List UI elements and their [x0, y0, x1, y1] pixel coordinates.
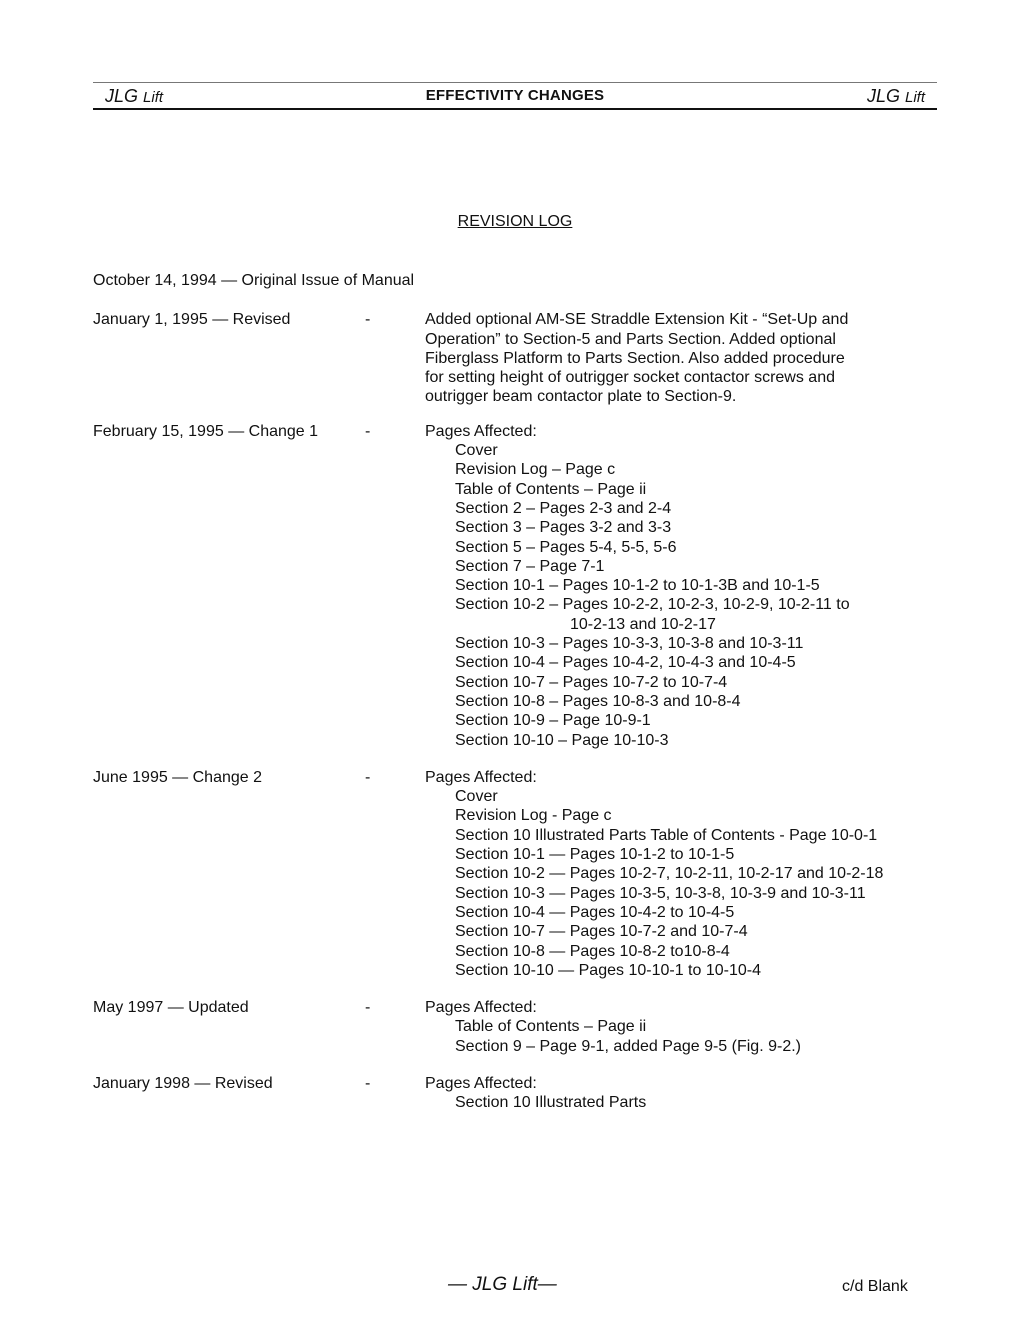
revision-details — [425, 422, 953, 750]
affected-page-item: Section 10-2 — Pages 10-2-7, 10-2-11, 10-2-17 and 10-2-18 — [455, 865, 884, 883]
revision-separator: - — [365, 422, 371, 440]
affected-page-item: Revision Log – Page c — [455, 461, 616, 479]
revision-details — [425, 768, 953, 980]
affected-page-item: Section 10-2 – Pages 10-2-2, 10-2-3, 10-2-9, 10-2-11 to — [455, 596, 850, 614]
revision-date: January 1, 1995 — Revised — [93, 311, 291, 329]
affected-page-item: Section 10-3 – Pages 10-3-3, 10-3-8 and 10-3-11 — [455, 635, 804, 653]
revision-separator: - — [365, 1074, 371, 1092]
affected-page-item: Section 10-8 – Pages 10-8-3 and 10-8-4 — [455, 692, 741, 710]
affected-page-item: Section 7 – Page 7-1 — [455, 557, 605, 575]
revision-description-line: Added optional AM-SE Straddle Extension Kit - “Set-Up and — [425, 311, 849, 329]
revision-entry — [93, 271, 953, 290]
affected-page-item: Section 10-7 – Pages 10-7-2 to 10-7-4 — [455, 673, 728, 691]
pages-affected-label: Pages Affected: — [425, 768, 537, 786]
pages-affected-label: Pages Affected: — [425, 999, 537, 1017]
revision-description-line: Operation” to Section-5 and Parts Section. Added optional — [425, 330, 836, 348]
revision-date: June 1995 — Change 2 — [93, 768, 263, 786]
revision-details — [425, 310, 953, 406]
affected-page-item: Section 10-4 – Pages 10-4-2, 10-4-3 and 10-4-5 — [455, 654, 796, 672]
affected-page-item: Section 10-4 — Pages 10-4-2 to 10-4-5 — [455, 903, 735, 921]
affected-page-item: Section 10-8 — Pages 10-8-2 to10-8-4 — [455, 942, 730, 960]
footer-page-label: c/d Blank — [842, 1278, 908, 1295]
revision-entry — [93, 422, 953, 750]
affected-page-item: Section 10-1 – Pages 10-1-2 to 10-1-3B and 10-1-5 — [455, 577, 820, 595]
affected-page-item: Table of Contents – Page ii — [455, 1018, 647, 1036]
header-brand-left-small: Lift — [143, 89, 164, 106]
header-brand-right-text: JLG — [866, 86, 900, 106]
revision-details — [425, 1074, 953, 1113]
revision-date: February 15, 1995 — Change 1 — [93, 422, 319, 440]
affected-page-item: Revision Log - Page c — [455, 807, 612, 825]
revision-date: January 1998 — Revised — [93, 1074, 273, 1092]
header-brand-left-text: JLG — [105, 86, 139, 106]
affected-page-item: Section 10-10 — Pages 10-10-1 to 10-10-4 — [455, 961, 761, 979]
revision-separator: - — [365, 311, 371, 329]
revision-entry — [93, 310, 953, 406]
affected-page-item: Section 10-3 — Pages 10-3-5, 10-3-8, 10-3-9 and 10-3-11 — [455, 884, 866, 902]
affected-page-item: Cover — [455, 442, 498, 460]
pages-affected-label: Pages Affected: — [425, 1074, 537, 1092]
header-rule — [93, 108, 937, 110]
revision-description-line: for setting height of outrigger socket contactor screws and — [425, 369, 835, 387]
affected-page-item: Section 10-10 – Page 10-10-3 — [455, 731, 669, 749]
affected-page-item: Section 2 – Pages 2-3 and 2-4 — [455, 499, 672, 517]
footer-brand: — JLG Lift— — [448, 1274, 557, 1295]
affected-page-item: Table of Contents – Page ii — [455, 480, 647, 498]
affected-page-item: Section 10 Illustrated Parts — [455, 1094, 647, 1112]
header-title: EFFECTIVITY CHANGES — [425, 87, 605, 104]
header-brand-right — [867, 86, 925, 107]
document-title: REVISION LOG — [457, 213, 573, 230]
affected-page-item: Section 9 – Page 9-1, added Page 9-5 (Fig. 9-2.) — [455, 1037, 801, 1055]
revision-log — [93, 271, 953, 1113]
revision-entry — [93, 998, 953, 1056]
affected-page-item: Cover — [455, 788, 498, 806]
revision-details — [425, 998, 953, 1056]
affected-page-item: Section 10-7 — Pages 10-7-2 and 10-7-4 — [455, 923, 748, 941]
revision-separator: - — [365, 999, 371, 1017]
revision-entry — [93, 1074, 953, 1113]
affected-page-item: Section 5 – Pages 5-4, 5-5, 5-6 — [455, 538, 677, 556]
revision-description-line: Fiberglass Platform to Parts Section. Also added procedure — [425, 349, 845, 367]
page-header — [93, 84, 937, 108]
revision-entry — [93, 768, 953, 980]
affected-page-item: Section 10-9 – Page 10-9-1 — [455, 712, 651, 730]
revision-date: May 1997 — Updated — [93, 999, 249, 1017]
pages-affected-label: Pages Affected: — [425, 422, 537, 440]
header-brand-right-small: Lift — [904, 89, 925, 106]
affected-page-item: Section 10-1 — Pages 10-1-2 to 10-1-5 — [455, 846, 735, 864]
revision-date: October 14, 1994 — Original Issue of Manual — [93, 272, 415, 289]
revision-separator: - — [365, 768, 371, 786]
affected-page-item: 10-2-13 and 10-2-17 — [570, 615, 716, 633]
affected-page-item: Section 3 – Pages 3-2 and 3-3 — [455, 519, 672, 537]
affected-page-item: Section 10 Illustrated Parts Table of Contents - Page 10-0-1 — [455, 826, 878, 844]
header-top-rule — [93, 82, 937, 83]
revision-description-line: outrigger beam contactor plate to Section-9. — [425, 388, 737, 406]
